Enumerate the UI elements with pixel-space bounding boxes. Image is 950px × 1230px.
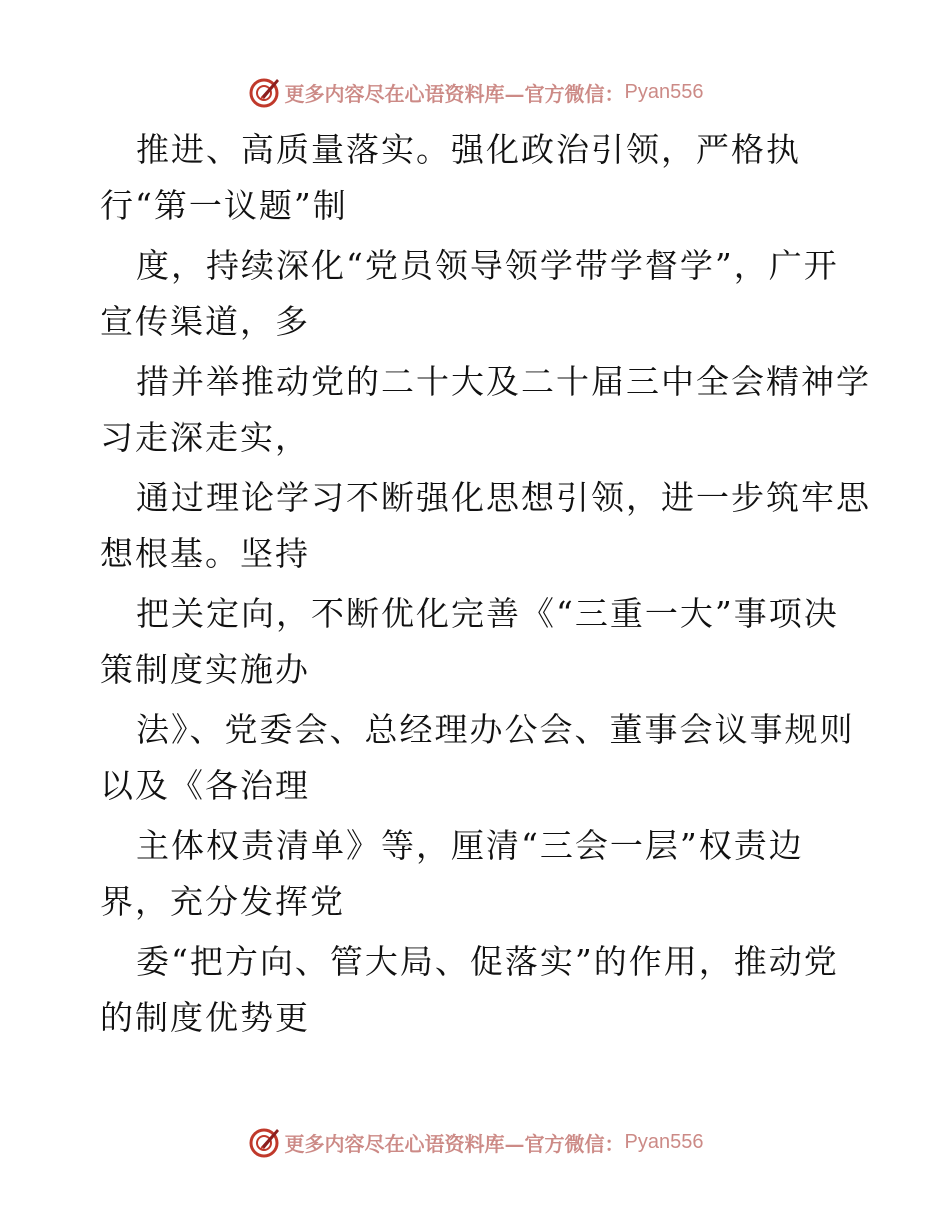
body-line: 度，持续深化“党员领导领学带学督学”，广开 [136,246,839,285]
body-line: 通过理论学习不断强化思想引领，进一步筑牢思 [136,478,871,517]
body-line: 的制度优势更 [100,998,310,1037]
quill-logo-icon [247,75,281,109]
body-line: 策制度实施办 [100,650,310,689]
body-line: 以及《各治理 [100,766,310,805]
watermark-text: 更多内容尽在心语资料库—官方微信： [284,1131,625,1156]
watermark-wechat-id: Pyan556 [624,1130,704,1153]
body-line: 推进、高质量落实。强化政治引领，严格执 [136,130,801,169]
body-line: 宣传渠道，多 [100,302,310,341]
quill-logo-icon [247,1125,281,1159]
body-line: 界，充分发挥党 [100,882,345,921]
body-line: 习走深走实， [100,418,310,457]
footer-watermark [0,1122,950,1162]
body-line: 委“把方向、管大局、促落实”的作用，推动党 [136,942,839,981]
watermark-wechat-id: Pyan556 [624,80,704,103]
header-watermark [0,72,950,112]
body-line: 把关定向，不断优化完善《“三重一大”事项决 [136,594,839,633]
body-line: 法》、党委会、总经理办公会、董事会议事规则 [136,710,855,749]
watermark-text: 更多内容尽在心语资料库—官方微信： [284,81,625,106]
body-line: 措并举推动党的二十大及二十届三中全会精神学 [136,362,871,401]
body-line: 主体权责清单》等，厘清“三会一层”权责边 [136,826,804,865]
body-line: 想根基。坚持 [100,534,310,573]
body-line: 行“第一议题”制 [100,186,348,225]
